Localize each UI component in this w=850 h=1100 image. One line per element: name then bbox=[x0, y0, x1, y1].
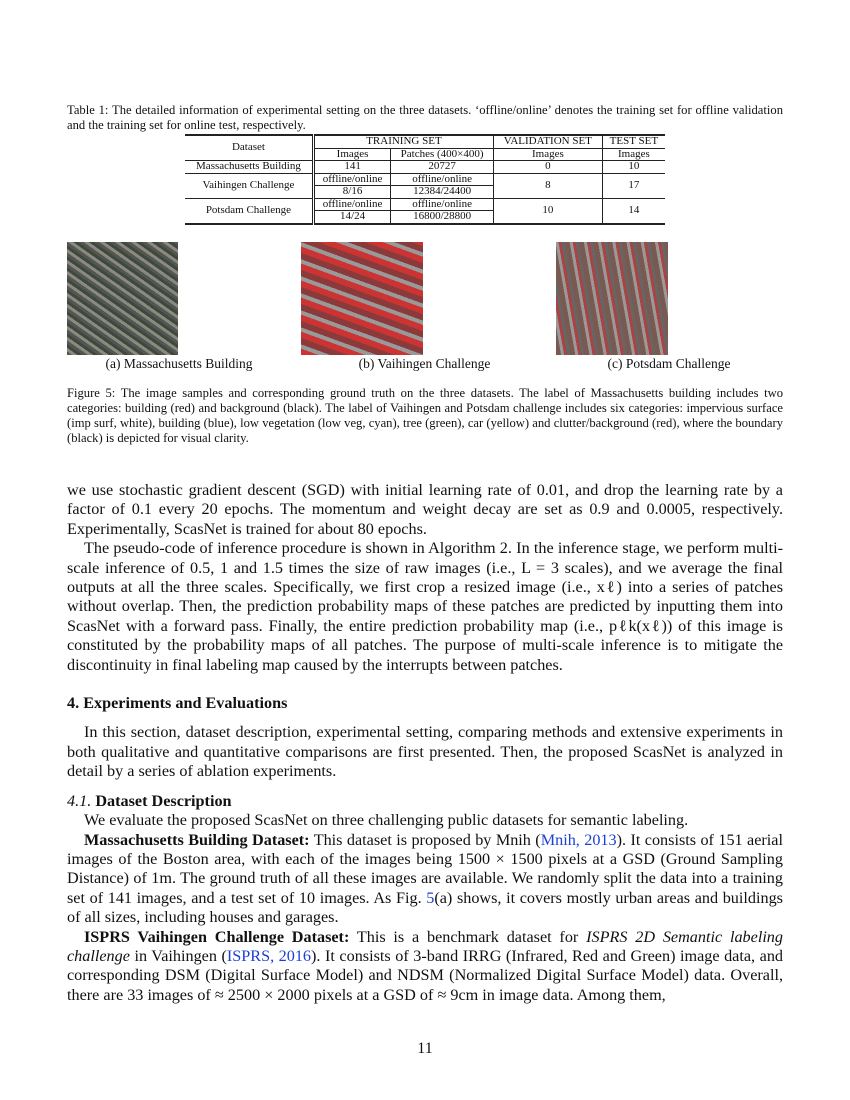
cell: offline/online bbox=[391, 173, 494, 186]
cell: 14/24 bbox=[313, 211, 390, 224]
cell: 10 bbox=[602, 161, 665, 174]
figure-link[interactable]: 5 bbox=[426, 888, 435, 907]
text: ). It consists of 3-band IRRG (Infrared, Red and Green) image data, and corresponding DSM (Digital Surface Model) and NDSM (Normalized Digital Surface Model) data. Overall, there are 33 images of ≈ 2500 × 2000 pixels at a GSD of ≈ 9cm in image data. Among them, bbox=[67, 946, 784, 1004]
table-row bbox=[185, 198, 665, 211]
header-images: Images bbox=[313, 148, 390, 161]
cell: offline/online bbox=[313, 173, 390, 186]
massachusetts-ground-truth bbox=[180, 242, 291, 355]
cell: 10 bbox=[494, 198, 603, 224]
cell: offline/online bbox=[313, 198, 390, 211]
cell: 12384/24400 bbox=[391, 186, 494, 199]
cell: Massachusetts Building bbox=[185, 161, 313, 174]
paragraph bbox=[67, 928, 783, 1006]
cell: 16800/28800 bbox=[391, 211, 494, 224]
page-number: 11 bbox=[417, 1040, 433, 1057]
header-images: Images bbox=[602, 148, 665, 161]
header-images: Images bbox=[494, 148, 603, 161]
paragraph-heading: ISPRS Vaihingen Challenge Dataset: bbox=[84, 927, 350, 946]
body-text bbox=[67, 481, 783, 1005]
vaihingen-image bbox=[301, 242, 423, 355]
cell: 141 bbox=[313, 161, 390, 174]
text: ). It consists of 151 aerial images of the Boston area, with each of the images being 1500 × 1500 pixels at a GSD (Ground Sampling Distance) of 1m. The ground truth of all these images are available. We randomly split the data into a training set of 141 images, and a test set of 10 images. As Fig. bbox=[67, 830, 783, 907]
cell: Potsdam Challenge bbox=[185, 198, 313, 224]
header-test: TEST SET bbox=[602, 135, 665, 148]
cell: 17 bbox=[602, 173, 665, 198]
table-row bbox=[185, 161, 665, 174]
text: in Vaihingen ( bbox=[129, 946, 227, 965]
subsection-number: 4.1. bbox=[67, 791, 92, 810]
subsection-heading: Dataset Description bbox=[95, 791, 232, 810]
vaihingen-ground-truth bbox=[425, 242, 548, 355]
figure-caption: Figure 5: The image samples and corresponding ground truth on the three datasets. The label of Massachusetts building includes two categories: building (red) and background (black). The label of Vaihingen and Potsdam challenge includes six categories: impervious surface (imp surf, white), building (blue), low vegetation (low veg, cyan), tree (green), car (yellow) and clutter/background (red), where the boundary (black) is depicted for visual clarity. bbox=[67, 386, 783, 445]
massachusetts-image bbox=[67, 242, 178, 355]
subcaption-c: (c) Potsdam Challenge bbox=[607, 356, 731, 371]
dataset-table bbox=[185, 134, 665, 225]
header-patches: Patches (400×400) bbox=[391, 148, 494, 161]
table-caption: Table 1: The detailed information of experimental setting on the three datasets. ‘offline/online’ denotes the training set for offline validation and the training set for online test, respectively. bbox=[67, 103, 783, 132]
paragraph: we use stochastic gradient descent (SGD) with initial learning rate of 0.01, and drop the learning rate by a factor of 0.1 every 20 epochs. The momentum and weight decay are set as 0.9 and 0.0005, respectively. Experimentally, ScasNet is trained for about 80 epochs. bbox=[67, 481, 783, 538]
cell: 20727 bbox=[391, 161, 494, 174]
table-row bbox=[185, 173, 665, 186]
cell: offline/online bbox=[391, 198, 494, 211]
cell: 0 bbox=[494, 161, 603, 174]
citation-link[interactable]: Mnih, 2013 bbox=[540, 830, 617, 849]
cell: 8/16 bbox=[313, 186, 390, 199]
header-training: TRAINING SET bbox=[313, 135, 493, 148]
text: (a) shows, it covers mostly urban areas and buildings of all sizes, including houses and garages. bbox=[67, 888, 783, 927]
cell: Vaihingen Challenge bbox=[185, 173, 313, 198]
paragraph-heading: Massachusetts Building Dataset: bbox=[84, 830, 310, 849]
header-validation: VALIDATION SET bbox=[494, 135, 603, 148]
text: This dataset is proposed by Mnih ( bbox=[309, 830, 541, 849]
cell: 8 bbox=[494, 173, 603, 198]
section-heading: 4. Experiments and Evaluations bbox=[67, 694, 288, 713]
potsdam-ground-truth bbox=[670, 242, 782, 355]
subcaption-a: (a) Massachusetts Building bbox=[105, 356, 253, 371]
text: This is a benchmark dataset for bbox=[349, 927, 587, 946]
paragraph bbox=[67, 831, 783, 928]
citation-link[interactable]: ISPRS, 2016 bbox=[226, 946, 312, 965]
subcaption-b: (b) Vaihingen Challenge bbox=[358, 356, 491, 371]
paragraph: We evaluate the proposed ScasNet on three challenging public datasets for semantic labeling. bbox=[84, 811, 689, 830]
cell: 14 bbox=[602, 198, 665, 224]
paragraph: In this section, dataset description, experimental setting, comparing methods and extensive experiments in both qualitative and quantitative comparisons are first presented. Then, the proposed ScasNet is analyzed in detail by a series of ablation experiments. bbox=[67, 723, 783, 781]
potsdam-image bbox=[556, 242, 668, 355]
emphasis: ISPRS 2D Semantic labeling challenge bbox=[67, 927, 783, 965]
paragraph: The pseudo-code of inference procedure is shown in Algorithm 2. In the inference stage, we perform multi-scale inference of 0.5, 1 and 1.5 times the size of raw images (i.e., L = 3 scales), and we average the final outputs at all the three scales. Specifically, we first crop a resized image (i.e., xℓ) into a series of patches without overlap. Then, the prediction probability maps of these patches are predicted by inputting them into ScasNet with a forward pass. Finally, the entire prediction probability map (i.e., pℓk(xℓ)) of this image is constituted by the probability maps of all patches. The purpose of multi-scale inference is to mitigate the discontinuity in final labeling map caused by the interrupts between patches. bbox=[67, 539, 783, 674]
header-dataset: Dataset bbox=[185, 135, 313, 161]
